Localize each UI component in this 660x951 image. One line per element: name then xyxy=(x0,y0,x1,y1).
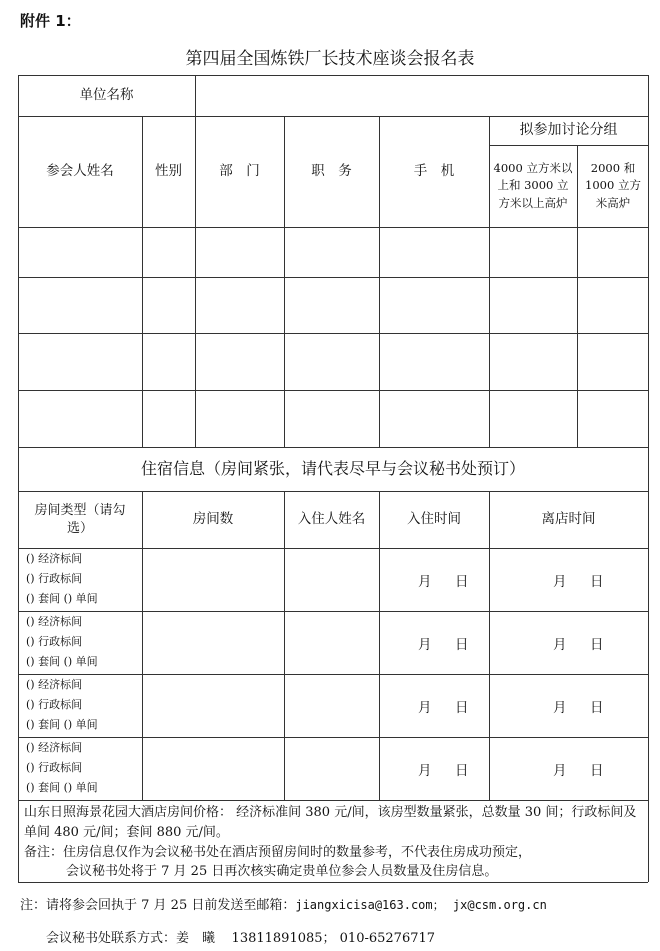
header-group-small-furnace: 2000 和 1000 立方米高炉 xyxy=(585,161,641,210)
header-room-type: 房间类型（请勾选） xyxy=(34,502,126,536)
registration-cell-group-b[interactable] xyxy=(579,279,646,331)
registration-cell-group-a[interactable] xyxy=(491,229,575,275)
room-type-option[interactable]: () 行政标间 xyxy=(26,635,83,648)
header-name: 参会人姓名 xyxy=(46,163,114,180)
registration-cell-position[interactable] xyxy=(286,335,377,388)
room-type-options xyxy=(26,675,98,735)
registration-cell-group-a[interactable] xyxy=(491,279,575,331)
room-type-option[interactable]: () 经济标间 xyxy=(26,741,83,754)
registration-cell-gender[interactable] xyxy=(144,229,193,275)
room-type-option[interactable]: () 套间 () 单间 xyxy=(26,781,98,794)
header-checkin: 入住时间 xyxy=(407,511,461,528)
registration-cell-group-b[interactable] xyxy=(579,335,646,388)
registration-cell-department[interactable] xyxy=(197,392,282,445)
registration-cell-group-a[interactable] xyxy=(491,335,575,388)
registration-cell-group-b[interactable] xyxy=(579,392,646,445)
accommodation-section-title: 住宿信息（房间紧张，请代表尽早与会议秘书处预订） xyxy=(140,459,525,479)
header-discussion-group: 拟参加讨论分组 xyxy=(519,122,618,139)
registration-cell-department[interactable] xyxy=(197,335,282,388)
attachment-label: 附件 1： xyxy=(20,12,81,30)
registration-cell-name[interactable] xyxy=(20,279,140,331)
registration-cell-group-b[interactable] xyxy=(579,229,646,275)
remark-line-1: 备注：住房信息仅作为会议秘书处在酒店预留房间时的数量参考，不代表住房成功预定， xyxy=(24,845,532,860)
registration-cell-department[interactable] xyxy=(197,229,282,275)
checkout-month[interactable]: 月 xyxy=(553,574,567,590)
checkout-month[interactable]: 月 xyxy=(553,637,567,653)
room-type-options xyxy=(26,738,98,798)
registration-cell-position[interactable] xyxy=(286,392,377,445)
registration-cell-gender[interactable] xyxy=(144,392,193,445)
email-link-1[interactable]: jiangxicisa@163.com； xyxy=(295,898,445,912)
checkin-month[interactable]: 月 xyxy=(418,637,432,653)
header-checkout: 离店时间 xyxy=(541,511,596,528)
checkin-day[interactable]: 日 xyxy=(455,574,469,590)
registration-cell-mobile[interactable] xyxy=(381,229,487,275)
room-type-option[interactable]: () 行政标间 xyxy=(26,572,83,585)
room-type-option[interactable]: () 套间 () 单间 xyxy=(26,592,98,605)
contact-phones: 13811891085； 010-65276717 xyxy=(231,931,436,946)
registration-cell-name[interactable] xyxy=(20,335,140,388)
checkout-month[interactable]: 月 xyxy=(553,763,567,779)
registration-cell-gender[interactable] xyxy=(144,279,193,331)
registration-cell-mobile[interactable] xyxy=(381,279,487,331)
room-type-option[interactable]: () 经济标间 xyxy=(26,615,83,628)
room-type-option[interactable]: () 经济标间 xyxy=(26,552,83,565)
hotel-price-note: 山东日照海景花园大酒店房间价格： 经济标准间 380 元/间，该房型数量紧张，总数量 30 间；行政标间及单间 480 元/间；套间 880 元/间。 xyxy=(24,805,637,840)
registration-cell-gender[interactable] xyxy=(144,335,193,388)
room-type-option[interactable]: () 经济标间 xyxy=(26,678,83,691)
checkin-day[interactable]: 日 xyxy=(455,637,469,653)
checkin-day[interactable]: 日 xyxy=(455,763,469,779)
registration-cell-mobile[interactable] xyxy=(381,335,487,388)
registration-cell-name[interactable] xyxy=(20,229,140,275)
registration-cell-position[interactable] xyxy=(286,229,377,275)
header-room-count: 房间数 xyxy=(192,511,234,528)
room-type-option[interactable]: () 行政标间 xyxy=(26,698,83,711)
remark-line-2: 会议秘书处将于 7 月 25 日再次核实确定贵单位参会人员数量及住房信息。 xyxy=(66,864,498,879)
footer-contact xyxy=(46,927,435,946)
email-link-2[interactable]: jx@csm.org.cn xyxy=(452,898,547,912)
checkin-month[interactable]: 月 xyxy=(418,574,432,590)
checkin-month[interactable]: 月 xyxy=(418,763,432,779)
checkout-day[interactable]: 日 xyxy=(590,574,604,590)
form-title: 第四届全国炼铁厂长技术座谈会报名表 xyxy=(185,49,475,69)
contact-label: 会议秘书处联系方式：姜 曦 xyxy=(46,931,216,946)
registration-cell-position[interactable] xyxy=(286,279,377,331)
unit-name-label: 单位名称 xyxy=(79,87,134,104)
registration-cell-group-a[interactable] xyxy=(491,392,575,445)
registration-cell-mobile[interactable] xyxy=(381,392,487,445)
unit-name-field[interactable] xyxy=(195,75,648,116)
footer-note-text: 注：请将参会回执于 7 月 25 日前发送至邮箱： xyxy=(20,898,296,913)
checkout-day[interactable]: 日 xyxy=(590,763,604,779)
header-position: 职 务 xyxy=(311,163,352,180)
registration-cell-name[interactable] xyxy=(20,392,140,445)
registration-cell-department[interactable] xyxy=(197,279,282,331)
checkin-month[interactable]: 月 xyxy=(418,700,432,716)
header-department: 部 门 xyxy=(219,163,260,180)
room-type-option[interactable]: () 行政标间 xyxy=(26,761,83,774)
footer-note xyxy=(20,894,547,913)
header-guest-name: 入住人姓名 xyxy=(297,511,366,528)
header-mobile: 手 机 xyxy=(413,163,455,180)
checkout-month[interactable]: 月 xyxy=(553,700,567,716)
room-type-option[interactable]: () 套间 () 单间 xyxy=(26,655,98,668)
room-type-options xyxy=(26,612,98,672)
checkout-day[interactable]: 日 xyxy=(590,637,604,653)
header-gender: 性别 xyxy=(155,163,182,180)
checkout-day[interactable]: 日 xyxy=(590,700,604,716)
header-group-large-furnace: 4000 立方米以上和 3000 立方米以上高炉 xyxy=(493,161,573,210)
room-type-options xyxy=(26,549,98,609)
checkin-day[interactable]: 日 xyxy=(455,700,469,716)
room-type-option[interactable]: () 套间 () 单间 xyxy=(26,718,98,731)
